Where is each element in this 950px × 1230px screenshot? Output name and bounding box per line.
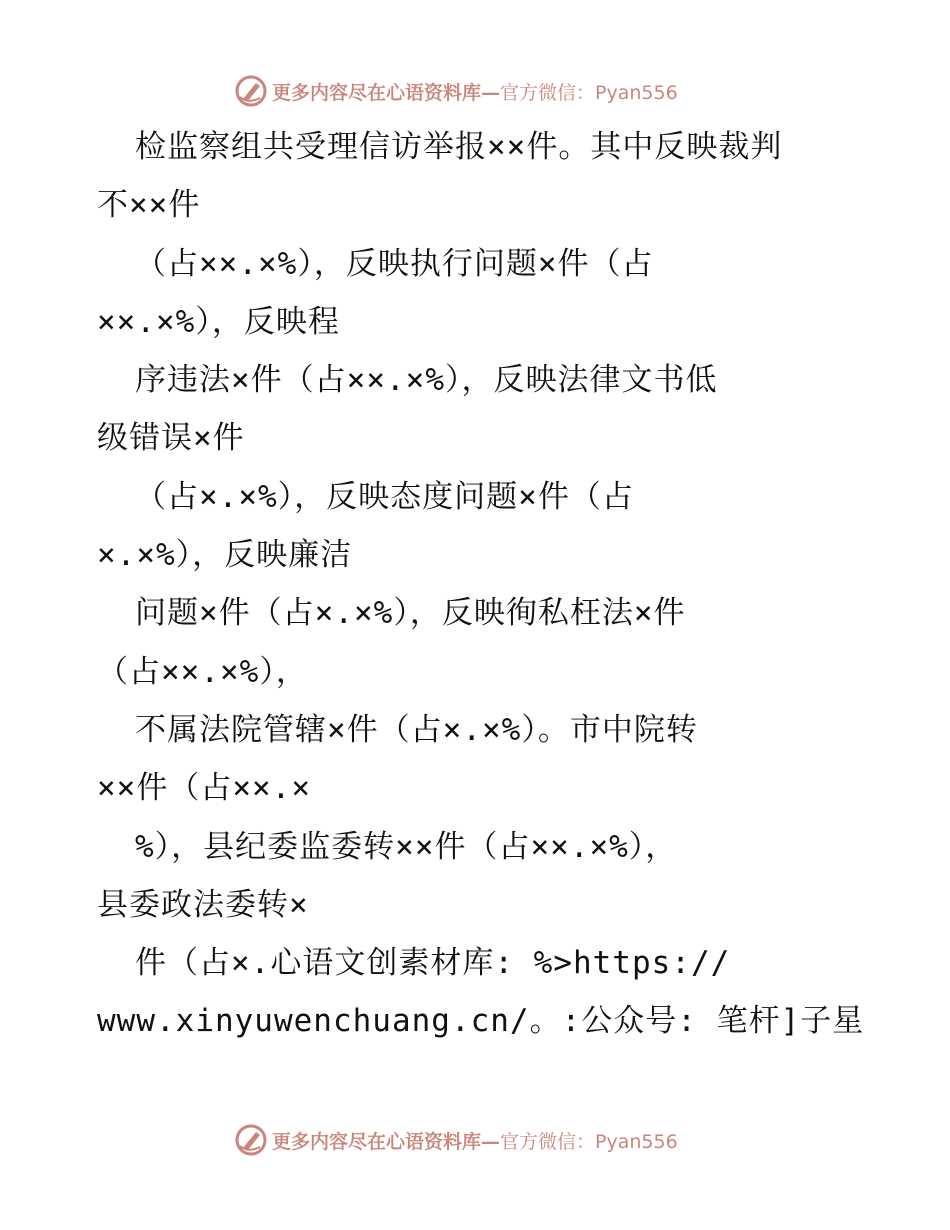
footer-watermark (234, 1122, 678, 1158)
body-line: 县委政法委转× (97, 886, 309, 923)
body-line: 问题×件（占×.×%），反映徇私枉法×件 (135, 595, 686, 632)
body-line: 级错误×件 (97, 420, 245, 457)
pen-logo-icon (234, 1123, 268, 1157)
body-line: （占×.×%），反映态度问题×件（占 (135, 478, 634, 515)
body-line: www.xinyuwenchuang.cn/。:公众号: 笔杆]子星 (97, 1003, 865, 1040)
document-body (97, 118, 897, 1051)
body-line: 件（占×.心语文创素材库: %>https:// (135, 945, 731, 982)
body-line: %），县纪委监委转××件（占××.×%）， (135, 828, 678, 865)
watermark-main-text: 更多内容尽在心语资料库— (272, 81, 501, 104)
body-line: 序违法×件（占××.×%），反映法律文书低 (135, 362, 718, 399)
pen-logo-icon (234, 74, 268, 108)
body-line: （占××.×%）， (97, 653, 308, 690)
body-line: 不属法院管辖×件（占×.×%）。市中院转 (135, 711, 698, 748)
watermark-contact-text: 官方微信：Pyan556 (500, 81, 678, 104)
watermark-contact-text: 官方微信：Pyan556 (500, 1130, 678, 1153)
body-line: ××.×%），反映程 (97, 303, 340, 340)
body-line: 不××件 (97, 187, 201, 224)
watermark-main-text: 更多内容尽在心语资料库— (272, 1130, 501, 1153)
body-line: 检监察组共受理信访举报××件。其中反映裁判 (135, 129, 783, 165)
body-line: ×.×%），反映廉洁 (97, 537, 353, 574)
header-watermark (234, 73, 678, 109)
body-line: （占××.×%），反映执行问题×件（占 (135, 245, 654, 282)
body-line: ××件（占××.× (97, 770, 311, 807)
